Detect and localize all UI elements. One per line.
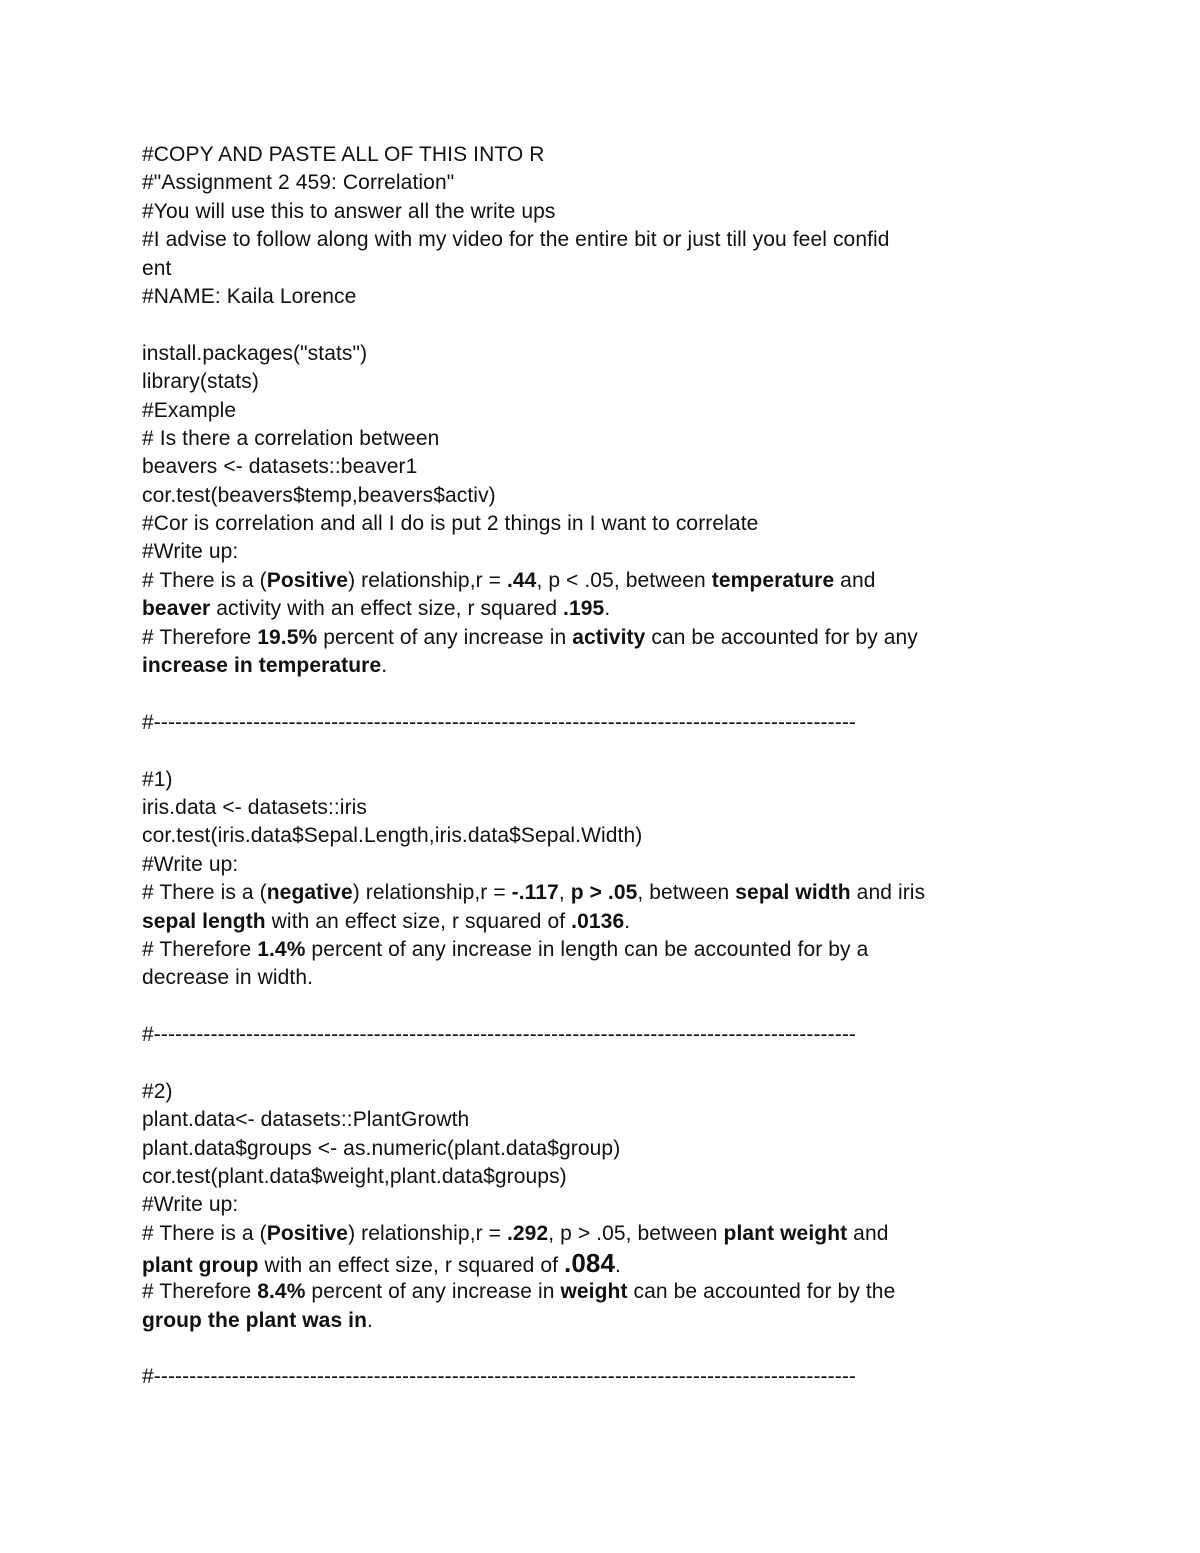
code-line: plant.data<- datasets::PlantGrowth xyxy=(142,1108,470,1132)
comment-line: #Example xyxy=(142,398,237,422)
header-line: #COPY AND PASTE ALL OF THIS INTO R xyxy=(142,143,545,166)
comment-line: #Write up: xyxy=(142,1193,239,1217)
writeup-line: group the plant was in. xyxy=(142,1308,373,1332)
code-line: cor.test(plant.data$weight,plant.data$groups) xyxy=(142,1165,567,1189)
separator-line: #--------------------------------------------------------------------------------------------------- xyxy=(142,710,857,734)
blank-line xyxy=(142,311,1062,339)
comment-line: #Cor is correlation and all I do is put 2 things in I want to correlate xyxy=(142,512,759,536)
separator-line: #--------------------------------------------------------------------------------------------------- xyxy=(142,1365,857,1389)
header-line: ent xyxy=(142,256,172,280)
writeup-line: increase in temperature. xyxy=(142,654,388,678)
code-line: library(stats) xyxy=(142,370,259,394)
writeup-line: # Therefore 1.4% percent of any increase in length can be accounted for by a xyxy=(142,937,869,961)
writeup-line: # Therefore 8.4% percent of any increase in weight can be accounted for by the xyxy=(142,1280,896,1304)
writeup-line: # There is a (Positive) relationship,r = .44, p < .05, between temperature and xyxy=(142,568,876,592)
blank-line xyxy=(142,737,1062,765)
writeup-line: plant group with an effect size, r squared of .084. xyxy=(142,1248,621,1279)
question-heading: #1) xyxy=(142,767,173,791)
code-line: plant.data$groups <- as.numeric(plant.data$group) xyxy=(142,1136,621,1160)
blank-line xyxy=(142,993,1062,1021)
code-line: cor.test(beavers$temp,beavers$activ) xyxy=(142,483,496,507)
comment-line: # Is there a correlation between xyxy=(142,426,440,450)
code-line: iris.data <- datasets::iris xyxy=(142,795,368,819)
blank-line xyxy=(142,1335,1062,1363)
blank-line xyxy=(142,1050,1062,1078)
code-line: cor.test(iris.data$Sepal.Length,iris.data$Sepal.Width) xyxy=(142,824,643,848)
question-heading: #2) xyxy=(142,1079,173,1103)
code-line: install.packages("stats") xyxy=(142,341,368,365)
comment-line: #Write up: xyxy=(142,540,239,564)
code-line: beavers <- datasets::beaver1 xyxy=(142,455,418,479)
comment-line: #Write up: xyxy=(142,852,239,876)
writeup-line: # There is a (Positive) relationship,r = .292, p > .05, between plant weight and xyxy=(142,1221,889,1245)
writeup-line: decrease in width. xyxy=(142,966,314,990)
writeup-line: beaver activity with an effect size, r squared .195. xyxy=(142,597,611,621)
header-line: #I advise to follow along with my video for the entire bit or just till you feel confid xyxy=(142,228,890,252)
writeup-line: # There is a (negative) relationship,r = -.117, p > .05, between sepal width and iris xyxy=(142,881,926,905)
writeup-line: sepal length with an effect size, r squared of .0136. xyxy=(142,909,631,933)
header-line: #"Assignment 2 459: Correlation" xyxy=(142,171,455,195)
blank-line xyxy=(142,680,1062,708)
writeup-line: # Therefore 19.5% percent of any increase in activity can be accounted for by any xyxy=(142,625,918,649)
name-line: #NAME: Kaila Lorence xyxy=(142,284,357,308)
document-body xyxy=(142,141,1062,1392)
separator-line: #--------------------------------------------------------------------------------------------------- xyxy=(142,1023,857,1047)
header-line: #You will use this to answer all the write ups xyxy=(142,199,556,223)
